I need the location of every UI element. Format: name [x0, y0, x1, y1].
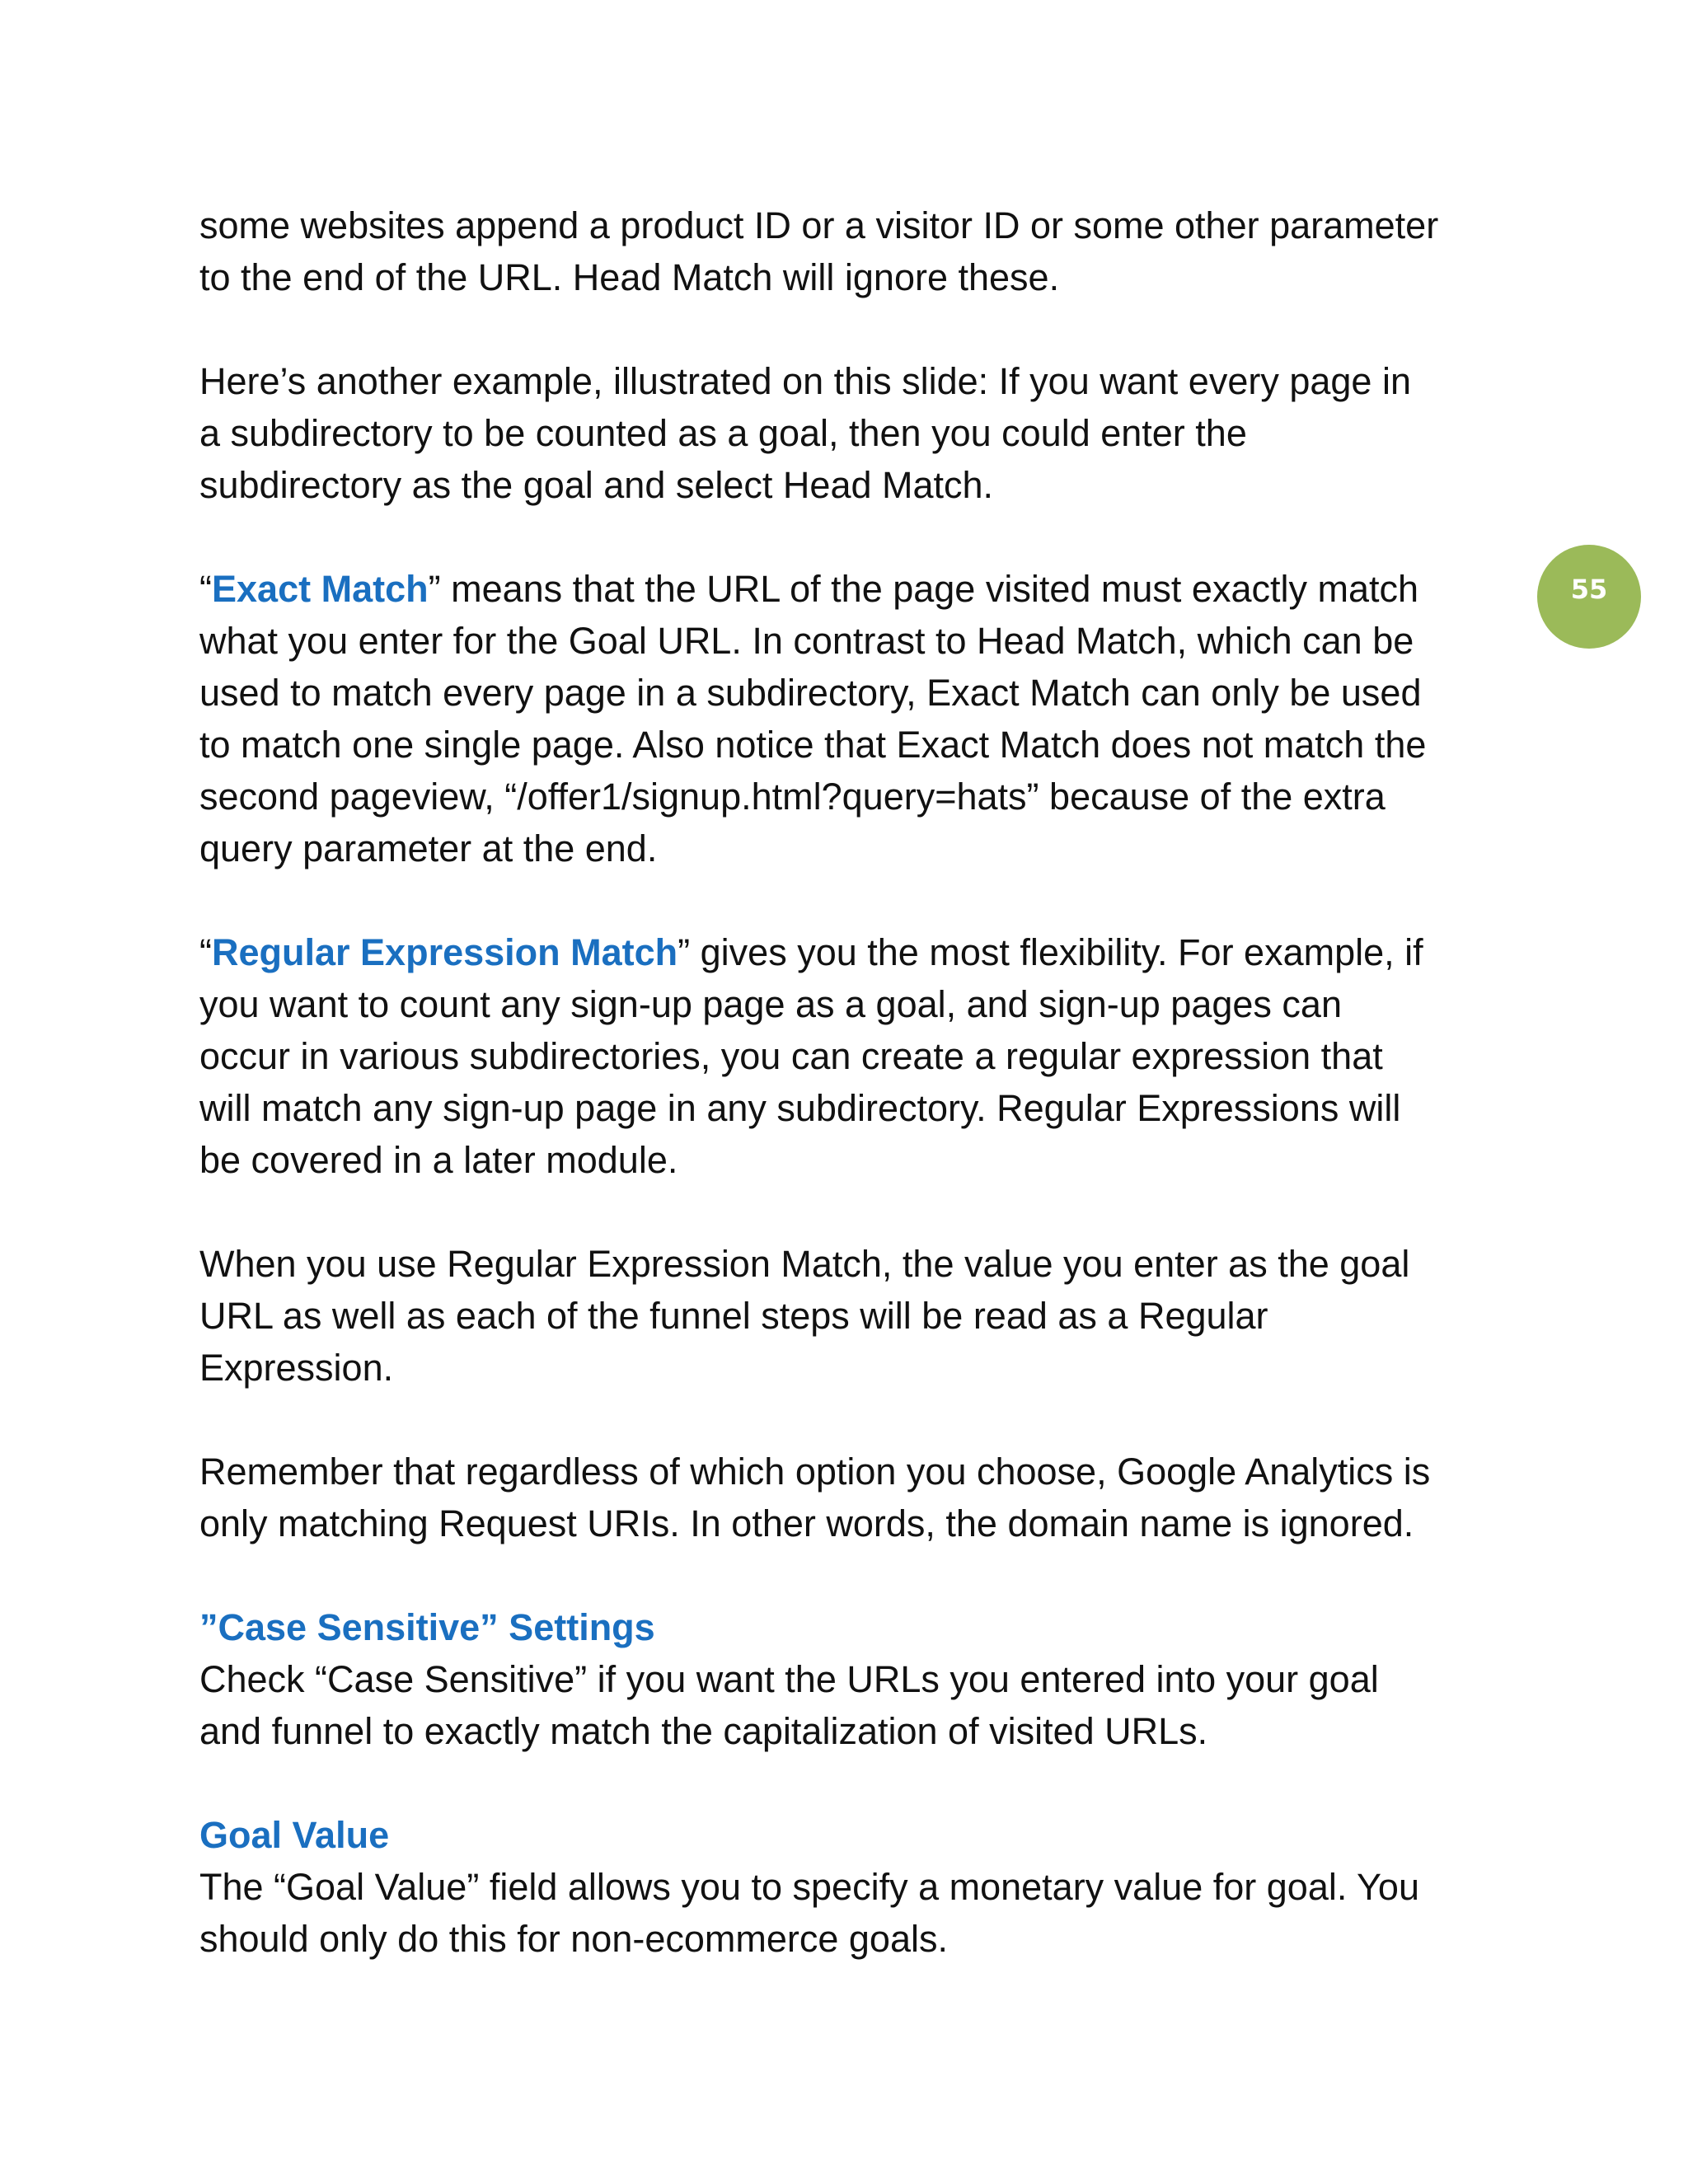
term-regular-expression-match: Regular Expression Match — [212, 931, 678, 973]
text-line — [199, 926, 1518, 978]
text-line: what you enter for the Goal URL. In contrast to Head Match, which can be — [199, 620, 1414, 662]
section-case-sensitive — [199, 1601, 1518, 1757]
page-number-badge — [1537, 545, 1641, 649]
text-line: a subdirectory to be counted as a goal, then you could enter the — [199, 412, 1247, 454]
paragraph-subdirectory-example — [199, 355, 1518, 511]
text-line: to the end of the URL. Head Match will ignore these. — [199, 256, 1060, 298]
term-exact-match: Exact Match — [212, 568, 429, 610]
paragraph-regex-match — [199, 926, 1518, 1186]
text-line: Expression. — [199, 1347, 394, 1389]
text-line: be covered in a later module. — [199, 1139, 678, 1181]
text-line: query parameter at the end. — [199, 827, 658, 869]
section-goal-value — [199, 1809, 1518, 1965]
text-line: When you use Regular Expression Match, the value you enter as the goal — [199, 1243, 1410, 1285]
text-line: only matching Request URIs. In other words, the domain name is ignored. — [199, 1502, 1414, 1544]
heading-goal-value: Goal Value — [199, 1814, 390, 1856]
text-line: Check “Case Sensitive” if you want the URLs you entered into your goal — [199, 1658, 1379, 1700]
text-line: will match any sign-up page in any subdirectory. Regular Expressions will — [199, 1087, 1401, 1129]
text-line: some websites append a product ID or a visitor ID or some other parameter — [199, 204, 1439, 246]
heading-case-sensitive: ”Case Sensitive” Settings — [199, 1606, 655, 1648]
text-line: Remember that regardless of which option you choose, Google Analytics is — [199, 1451, 1431, 1493]
text-line — [199, 563, 1518, 615]
paragraph-request-uris — [199, 1446, 1518, 1549]
text-line: and funnel to exactly match the capitalization of visited URLs. — [199, 1710, 1208, 1752]
paragraph-head-match-note — [199, 199, 1518, 303]
text-fragment: ” gives you the most flexibility. For example, if — [678, 931, 1423, 973]
text-line: The “Goal Value” field allows you to specify a monetary value for goal. You — [199, 1866, 1419, 1908]
open-quote: “ — [199, 931, 212, 973]
page-number: 55 — [1570, 574, 1608, 605]
open-quote: “ — [199, 568, 212, 610]
text-fragment: ” means that the URL of the page visited must exactly match — [428, 568, 1419, 610]
text-line: URL as well as each of the funnel steps will be read as a Regular — [199, 1295, 1268, 1337]
text-line: occur in various subdirectories, you can create a regular expression that — [199, 1035, 1383, 1077]
text-line: subdirectory as the goal and select Head Match. — [199, 464, 994, 506]
text-line: you want to count any sign-up page as a goal, and sign-up pages can — [199, 983, 1342, 1025]
document-body — [199, 199, 1518, 2017]
text-line: Here’s another example, illustrated on this slide: If you want every page in — [199, 360, 1411, 402]
text-line: used to match every page in a subdirectory, Exact Match can only be used — [199, 672, 1422, 714]
paragraph-regex-funnel — [199, 1238, 1518, 1394]
text-line: should only do this for non-ecommerce goals. — [199, 1918, 948, 1960]
text-line: second pageview, “/offer1/signup.html?query=hats” because of the extra — [199, 776, 1386, 818]
paragraph-exact-match — [199, 563, 1518, 874]
text-line: to match one single page. Also notice that Exact Match does not match the — [199, 724, 1427, 766]
